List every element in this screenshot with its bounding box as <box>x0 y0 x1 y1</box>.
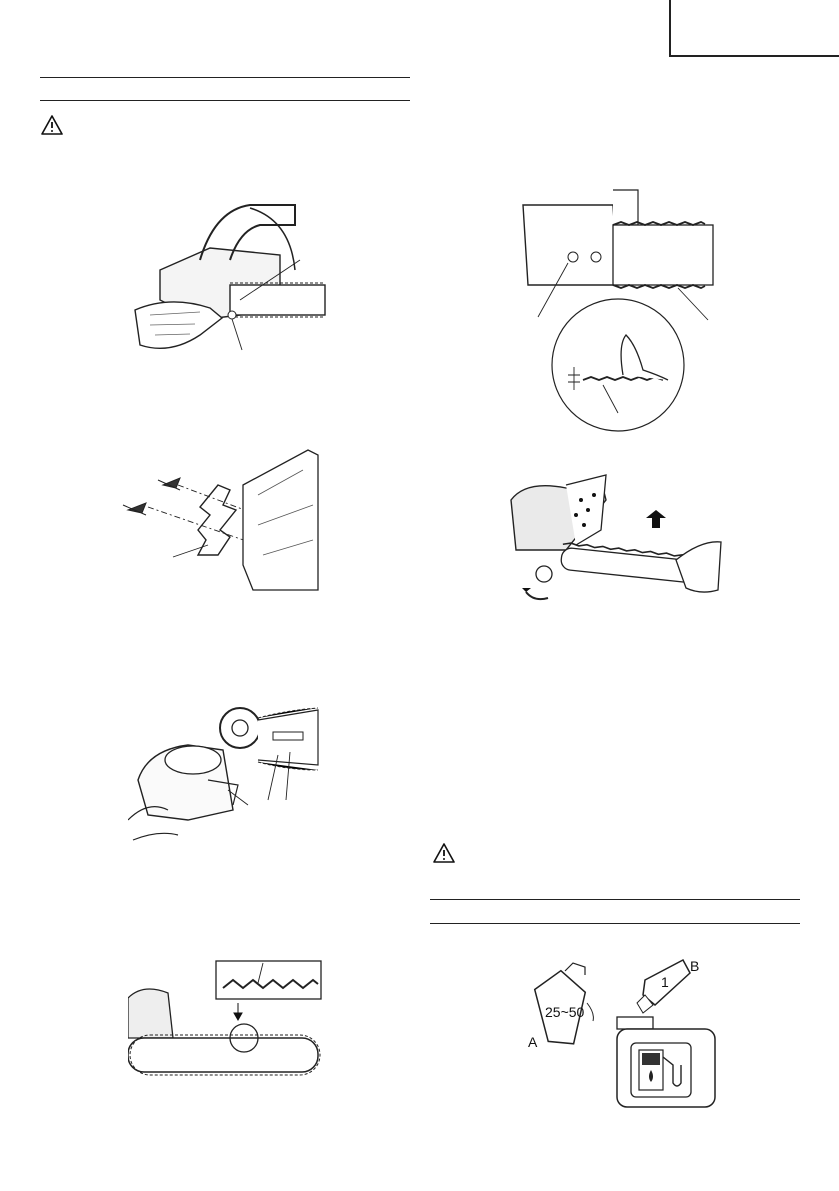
container-a-label: A <box>528 1034 538 1050</box>
page-number-box <box>669 0 839 57</box>
figure-chain-tension-check <box>518 185 718 445</box>
section-rule-bottom <box>40 100 410 101</box>
warning-triangle-icon <box>41 115 63 135</box>
figure-bar-nut-removal <box>130 200 330 365</box>
warning-triangle-icon <box>433 843 455 863</box>
ratio-label: 25~50 <box>545 1004 585 1020</box>
section-rule-top-right <box>430 899 800 900</box>
figure-fuel-mixing <box>525 955 725 1115</box>
container-b-label: B <box>690 958 700 974</box>
figure-side-cover-bolts <box>118 445 323 595</box>
section-rule-top <box>40 77 410 78</box>
ratio-one-label: 1 <box>661 974 669 990</box>
figure-sprocket-chain-install <box>128 690 328 850</box>
figure-tighten-bar-nut <box>506 470 726 610</box>
section-rule-bottom-right <box>430 923 800 924</box>
figure-chain-direction <box>128 958 328 1088</box>
